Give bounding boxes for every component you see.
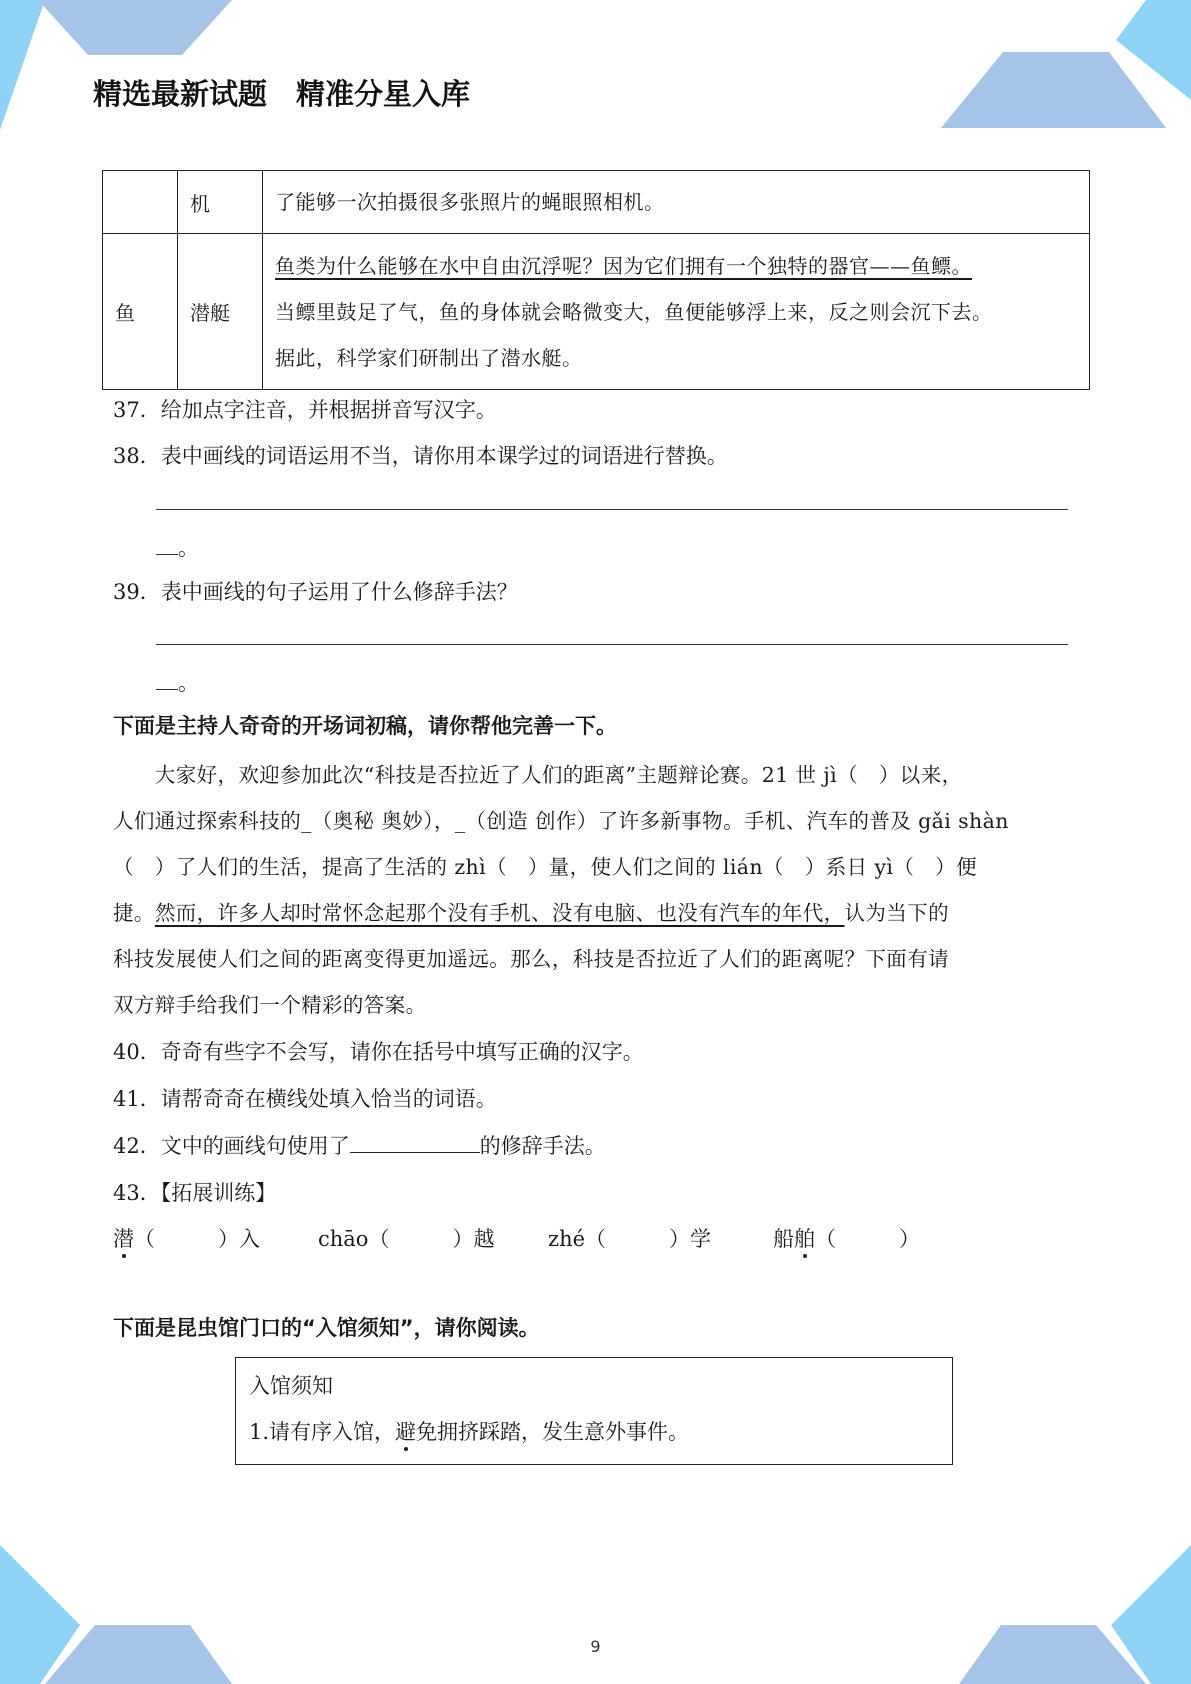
extension-item [773,1223,920,1253]
table-row [103,234,1090,390]
speech-line: 人们通过探索科技的_（奥秘 奥妙），_（创造 创作）了许多新事物。手机、汽车的普及 gǎi shàn [113,809,1009,833]
speech-line: 科技发展使人们之间的距离变得更加遥远。那么，科技是否拉近了人们的距离呢？下面有请 [113,947,949,971]
page-number: 9 [590,1637,601,1656]
speech-underlined-sentence: 然而，许多人却时常怀念起那个没有手机、没有电脑、也没有汽车的年代， [154,901,845,925]
table-row [103,171,1090,234]
extension-blank[interactable]: （ ）学 [585,1227,712,1251]
extension-blank[interactable]: （ ）越 [368,1227,495,1251]
question-38: 38．表中画线的词语运用不当，请你用本课学过的词语进行替换。 [113,444,728,468]
question-42-text-end: 的修辞手法。 [479,1134,606,1158]
decor-tl-trapezoid [38,0,232,55]
decor-tl-triangle [0,0,45,130]
plain-char: 船 [773,1227,794,1251]
notice-text-end: 免拥挤踩踏，发生意外事件。 [416,1420,690,1444]
notice-title: 入馆须知 [249,1374,333,1398]
question-43: 43．【拓展训练】 [113,1181,277,1205]
extension-blank[interactable]: （ ）入 [134,1227,260,1251]
extension-item [113,1223,260,1253]
table-cell-invention: 潜艇 [178,234,263,390]
answer-dash [156,673,178,690]
answer-period: 。 [178,671,199,695]
answer-period: 。 [178,536,199,560]
section-heading-host-speech: 下面是主持人奇奇的开场词初稿，请你帮他完善一下。 [113,714,617,738]
pinyin: zhé [548,1227,586,1251]
table-cell-invention: 机 [178,171,263,234]
speech-line-end: 认为当下的 [844,901,950,925]
speech-line-start: 捷。 [113,901,155,925]
description-line: 了能够一次拍摄很多张照片的蝇眼照相机。 [275,190,665,214]
decor-tr-trapezoid [941,52,1166,128]
description-line-underlined: 鱼类为什么能够在水中自由沉浮呢？因为它们拥有一个独特的器官——鱼鳔。 [275,253,972,278]
dotted-char: 舶 [794,1227,815,1251]
question-40: 40．奇奇有些字不会写，请你在括号中填写正确的汉字。 [113,1040,644,1064]
pinyin: chāo [318,1227,369,1251]
question-41: 41．请帮奇奇在横线处填入恰当的词语。 [113,1087,497,1111]
extension-item [318,1223,494,1253]
question-39: 39．表中画线的句子运用了什么修辞手法？ [113,580,518,604]
table-cell-description [263,234,1090,390]
notice-text: 1.请有序入馆， [249,1420,396,1444]
answer-tail-39 [156,667,199,697]
answer-dash [156,538,178,555]
decor-top-right [931,0,1191,130]
dotted-char: 潜 [113,1227,134,1251]
decor-bottom-right [951,1545,1191,1684]
question-42-text: 42．文中的画线句使用了 [113,1134,350,1158]
header-title: 精选最新试题 精准分星入库 [93,77,471,111]
speech-line: 大家好，欢迎参加此次“科技是否拉近了人们的距离”主题辩论赛。21 世 jì（ ）以来， [113,763,963,787]
extension-item [548,1223,711,1253]
section-heading-notice: 下面是昆虫馆门口的“入馆须知”，请你阅读。 [113,1316,540,1340]
question-42 [113,1130,606,1160]
speech-line: （ ）了人们的生活，提高了生活的 zhì（ ）量，使人们之间的 lián（ ）系日 yì（ ）便 [113,855,977,879]
speech-line [113,896,1081,926]
answer-line-39[interactable] [156,644,1068,645]
description-line: 据此，科学家们研制出了潜水艇。 [275,345,583,370]
notice-box [235,1357,953,1465]
answer-blank-42[interactable] [350,1132,480,1153]
extension-blank[interactable]: （ ） [815,1227,920,1251]
dotted-char: 避 [395,1420,417,1444]
answer-line-38[interactable] [156,509,1068,510]
speech-line: 双方辩手给我们一个精彩的答案。 [113,993,427,1017]
table-cell-description [263,171,1090,234]
bionics-table [102,170,1090,390]
description-line: 当鳔里鼓足了气，鱼的身体就会略微变大，鱼便能够浮上来，反之则会沉下去。 [275,299,993,324]
table-cell-animal: 鱼 [103,234,178,390]
decor-bottom-left [0,1545,240,1684]
question-37: 37．给加点字注音，并根据拼音写汉字。 [113,398,497,422]
notice-rule-1 [249,1416,689,1446]
answer-tail-38 [156,532,199,562]
table-cell-animal [103,171,178,234]
